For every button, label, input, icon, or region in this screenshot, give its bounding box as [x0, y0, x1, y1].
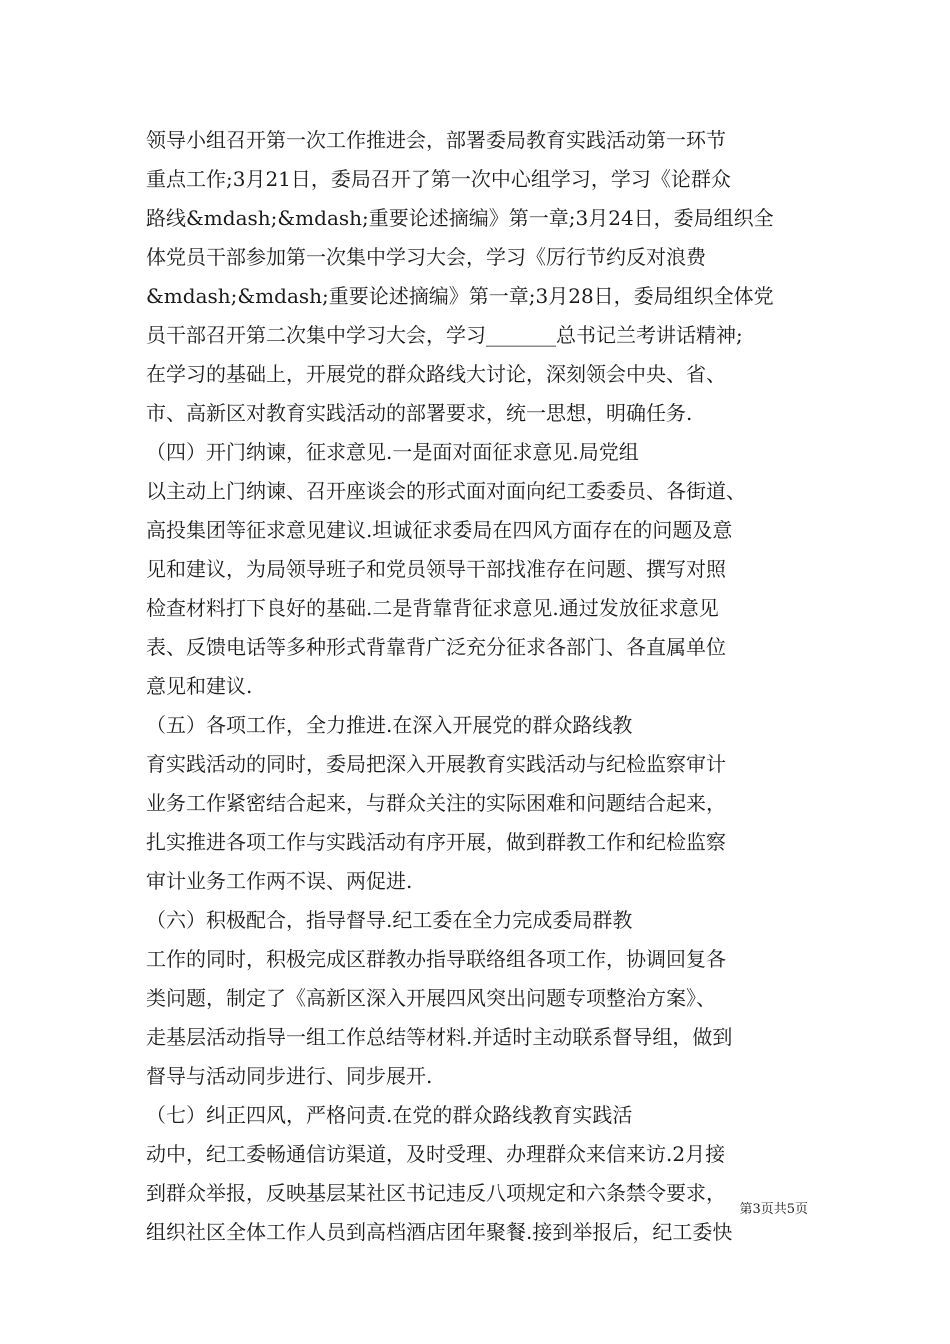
- text-line: （五）各项工作，全力推进.在深入开展党的群众路线教: [146, 713, 633, 737]
- text-line: 以主动上门纳谏、召开座谈会的形式面对面向纪工委委员、各街道、: [146, 479, 746, 503]
- text-line: 路线&mdash;&mdash;重要论述摘编》第一章;3月24日，委局组织全: [146, 206, 774, 230]
- text-line: 高投集团等征求意见建议.坦诚征求委局在四风方面存在的问题及意: [146, 518, 733, 542]
- text-line: 检查材料打下良好的基础.二是背靠背征求意见.通过发放征求意见: [146, 596, 719, 620]
- text-line: 市、高新区对教育实践活动的部署要求，统一思想，明确任务.: [146, 401, 693, 425]
- text-line: 重点工作;3月21日，委局召开了第一次中心组学习，学习《论群众: [146, 167, 731, 191]
- text-line: 工作的同时，积极完成区群教办指导联络组各项工作，协调回复各: [146, 947, 726, 971]
- text-line: 员干部召开第二次集中学习大会，学习_______总书记兰考讲话精神;: [146, 323, 743, 347]
- text-line: 领导小组召开第一次工作推进会，部署委局教育实践活动第一环节: [146, 128, 726, 152]
- text-line: 到群众举报，反映基层某社区书记违反八项规定和六条禁令要求，: [146, 1181, 726, 1205]
- text-line: 组织社区全体工作人员到高档酒店团年聚餐.接到举报后，纪工委快: [146, 1220, 733, 1244]
- text-line: 业务工作紧密结合起来，与群众关注的实际困难和问题结合起来，: [146, 791, 726, 815]
- text-line: 在学习的基础上，开展党的群众路线大讨论，深刻领会中央、省、: [146, 362, 726, 386]
- text-line: 体党员干部参加第一次集中学习大会，学习《厉行节约反对浪费: [146, 245, 706, 269]
- text-line: 走基层活动指导一组工作总结等材料.并适时主动联系督导组，做到: [146, 1025, 733, 1049]
- text-line: 类问题，制定了《高新区深入开展四风突出问题专项整治方案》、: [146, 986, 716, 1010]
- text-line: 见和建议，为局领导班子和党员领导干部找准存在问题、撰写对照: [146, 557, 726, 581]
- text-line: 扎实推进各项工作与实践活动有序开展，做到群教工作和纪检监察: [146, 830, 726, 854]
- text-line: 审计业务工作两不误、两促进.: [146, 869, 413, 893]
- text-line: 育实践活动的同时，委局把深入开展教育实践活动与纪检监察审计: [146, 752, 726, 776]
- text-line: 表、反馈电话等多种形式背靠背广泛充分征求各部门、各直属单位: [146, 635, 726, 659]
- text-line: 督导与活动同步进行、同步展开.: [146, 1064, 433, 1088]
- text-line: &mdash;&mdash;重要论述摘编》第一章;3月28日，委局组织全体党: [146, 284, 774, 308]
- text-line: 动中，纪工委畅通信访渠道，及时受理、办理群众来信来访.2月接: [146, 1142, 726, 1166]
- text-line: （七）纠正四风，严格问责.在党的群众路线教育实践活: [146, 1103, 633, 1127]
- page-number: 第3页共5页: [739, 1202, 808, 1217]
- document-body: [146, 121, 810, 1252]
- text-line: （六）积极配合，指导督导.纪工委在全力完成委局群教: [146, 908, 633, 932]
- text-line: 意见和建议.: [146, 674, 253, 698]
- text-line: （四）开门纳谏，征求意见.一是面对面征求意见.局党组: [146, 440, 639, 464]
